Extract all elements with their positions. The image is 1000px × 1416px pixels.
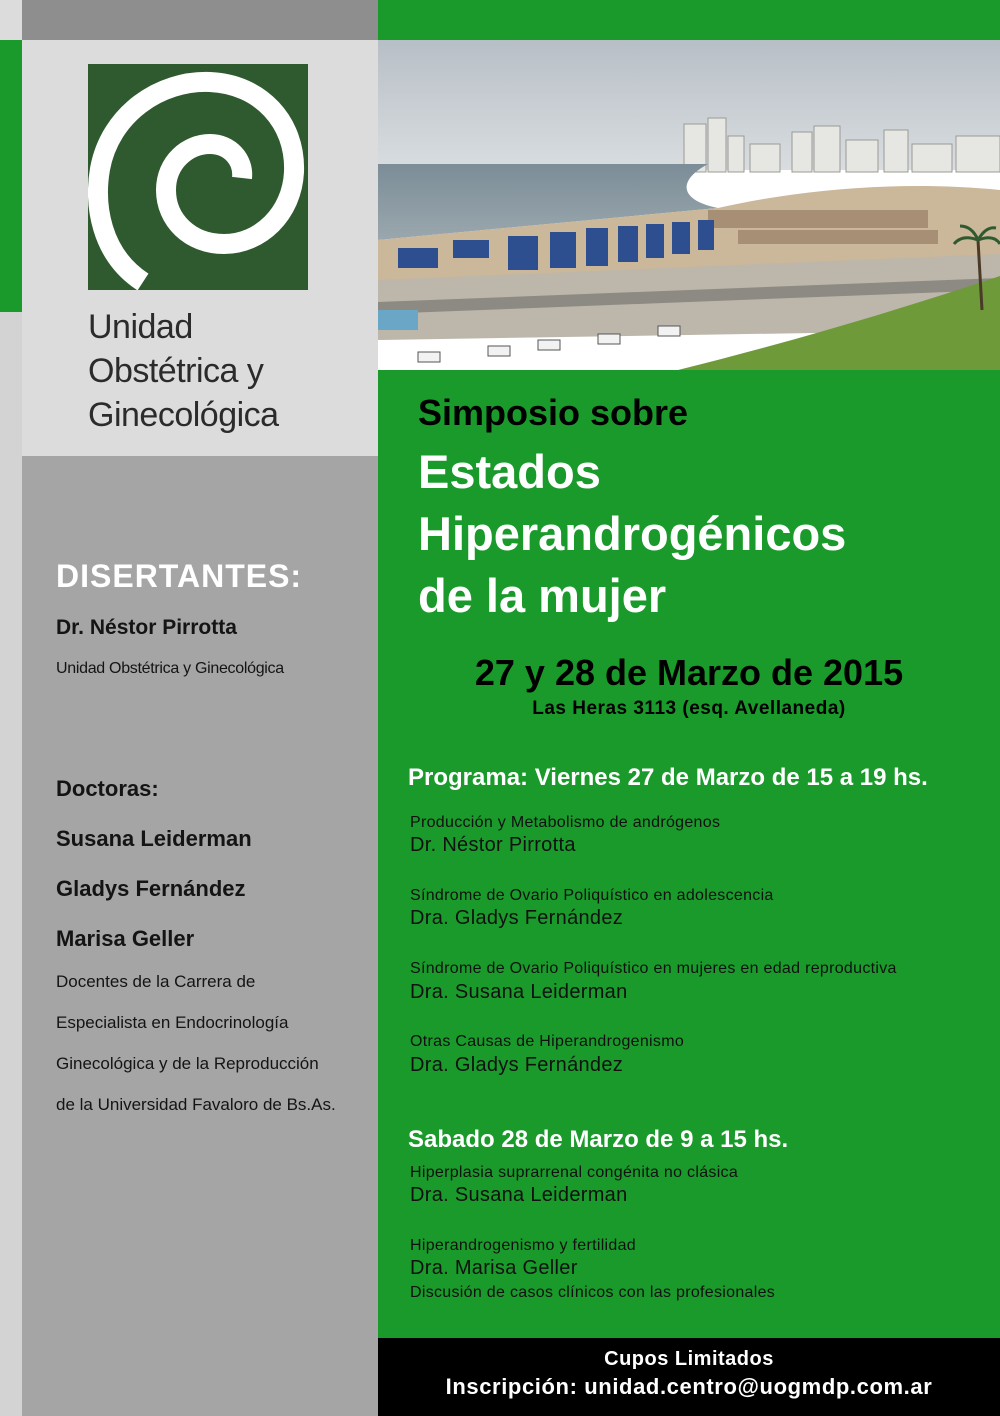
doctor-name: Marisa Geller bbox=[56, 926, 195, 951]
friday-heading: Programa: Viernes 27 de Marzo de 15 a 19 hs. bbox=[408, 764, 928, 791]
program-speaker: Dra. Gladys Fernández bbox=[410, 907, 624, 929]
doctors-description-line: de la Universidad Favaloro de Bs.As. bbox=[56, 1095, 336, 1114]
event-date: 27 y 28 de Marzo de 2015 bbox=[474, 652, 904, 693]
program-topic: Producción y Metabolismo de andrógenos bbox=[410, 814, 721, 831]
speakers-heading: DISERTANTES: bbox=[56, 558, 303, 594]
program-topic: Síndrome de Ovario Poliquístico en mujeres en edad reproductiva bbox=[410, 960, 897, 977]
event-title-line3: de la mujer bbox=[418, 569, 667, 622]
doctor-name: Gladys Fernández bbox=[56, 876, 246, 901]
doctors-description-line: Especialista en Endocrinología bbox=[56, 1013, 289, 1032]
event-title-line2: Hiperandrogénicos bbox=[418, 507, 847, 560]
event-pre-title: Simposio sobre bbox=[418, 392, 689, 433]
top-gray-bar bbox=[22, 0, 378, 40]
left-edge-strip bbox=[0, 312, 22, 1416]
program-topic: Síndrome de Ovario Poliquístico en adolescencia bbox=[410, 887, 774, 904]
footer-registration: Inscripción: unidad.centro@uogmdp.com.ar bbox=[445, 1374, 933, 1399]
footer-limited-seats: Cupos Limitados bbox=[604, 1348, 774, 1370]
program-topic: Hiperplasia suprarrenal congénita no clásica bbox=[410, 1164, 739, 1181]
saturday-heading: Sabado 28 de Marzo de 9 a 15 hs. bbox=[408, 1126, 789, 1153]
event-address: Las Heras 3113 (esq. Avellaneda) bbox=[532, 698, 846, 719]
org-name-line2: Obstétrica y bbox=[88, 352, 264, 390]
org-name-line3: Ginecológica bbox=[88, 396, 279, 434]
beach-city-photo bbox=[378, 40, 1000, 370]
top-green-bar bbox=[378, 0, 1000, 40]
program-speaker: Dra. Marisa Geller bbox=[410, 1257, 578, 1279]
program-speaker: Dra. Susana Leiderman bbox=[410, 1184, 628, 1206]
org-name-line1: Unidad bbox=[88, 308, 193, 346]
doctors-description-line: Docentes de la Carrera de bbox=[56, 972, 256, 991]
program-speaker: Dra. Gladys Fernández bbox=[410, 1054, 624, 1076]
event-title-line1: Estados bbox=[418, 445, 601, 498]
program-topic: Hiperandrogenismo y fertilidad bbox=[410, 1237, 636, 1254]
closing-note: Discusión de casos clínicos con las profesionales bbox=[410, 1284, 776, 1301]
main-speaker-name: Dr. Néstor Pirrotta bbox=[56, 616, 237, 639]
program-topic: Otras Causas de Hiperandrogenismo bbox=[410, 1033, 685, 1050]
doctors-description-line: Ginecológica y de la Reproducción bbox=[56, 1054, 319, 1073]
doctors-heading: Doctoras: bbox=[56, 776, 159, 801]
program-speaker: Dr. Néstor Pirrotta bbox=[410, 834, 576, 856]
left-green-accent-bar bbox=[0, 40, 22, 312]
doctor-name: Susana Leiderman bbox=[56, 826, 252, 851]
main-speaker-affiliation: Unidad Obstétrica y Ginecológica bbox=[56, 660, 284, 677]
program-speaker: Dra. Susana Leiderman bbox=[410, 981, 628, 1003]
spiral-logo-icon bbox=[88, 64, 308, 290]
